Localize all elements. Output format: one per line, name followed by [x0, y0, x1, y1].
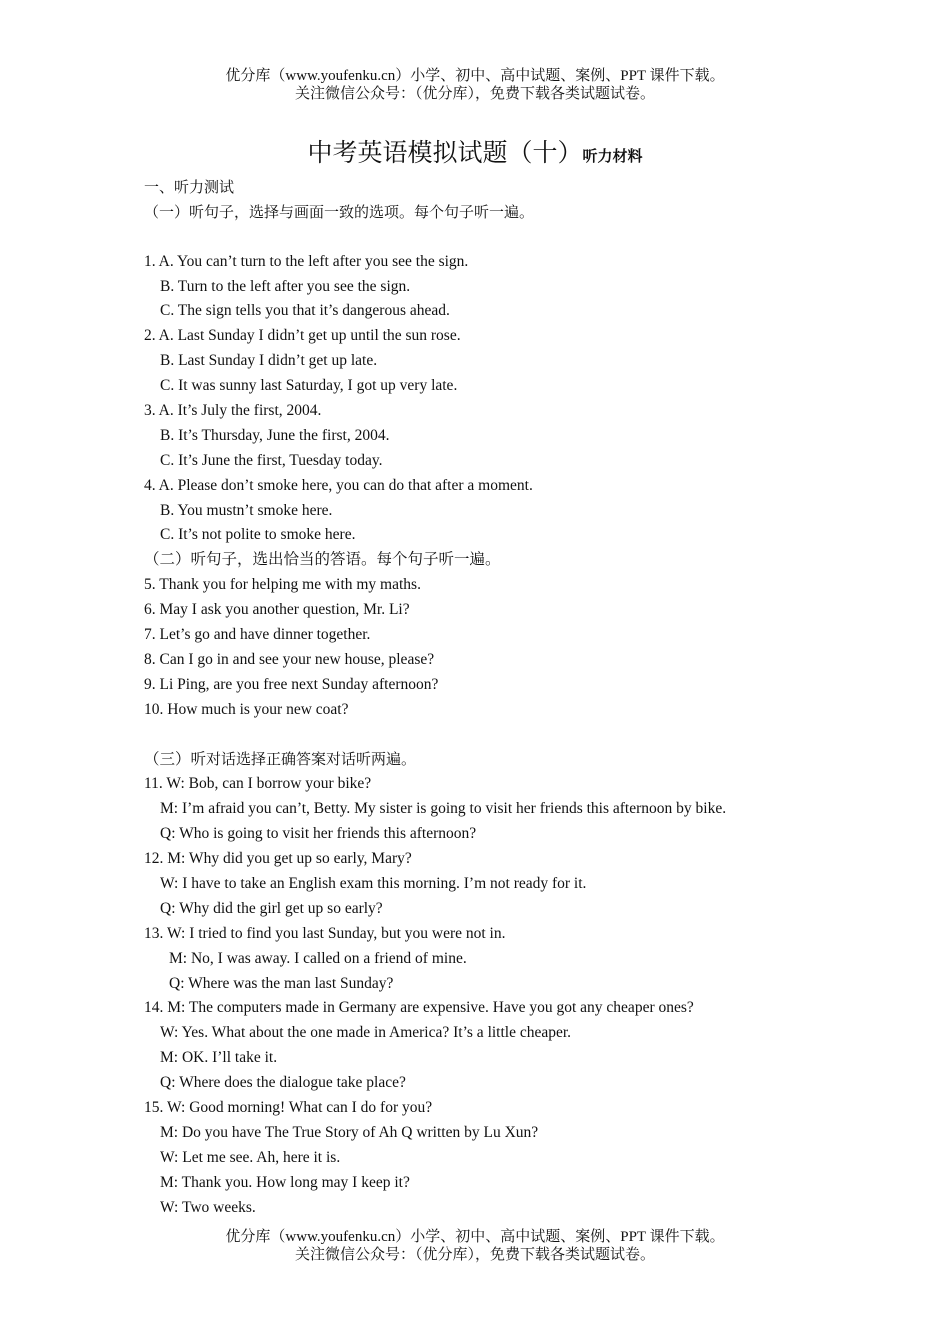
question-line: 2. A. Last Sunday I didn’t get up until the sun rose.	[144, 327, 461, 345]
page-title	[0, 133, 950, 169]
page-header	[0, 67, 950, 103]
dialogue-line: Q: Why did the girl get up so early?	[160, 899, 383, 917]
question-line: 1. A. You can’t turn to the left after you see the sign.	[144, 252, 469, 270]
question-option: C. It’s June the first, Tuesday today.	[160, 451, 383, 469]
question-option: B. It’s Thursday, June the first, 2004.	[160, 426, 390, 444]
question-option: B. Turn to the left after you see the sign.	[160, 277, 411, 295]
page-footer	[0, 1228, 950, 1264]
question-option: C. The sign tells you that it’s dangerous ahead.	[160, 302, 450, 320]
dialogue-line: W: Two weeks.	[160, 1198, 256, 1216]
dialogue-line: W: Yes. What about the one made in America? It’s a little cheaper.	[160, 1024, 572, 1042]
part3-heading-b: 对话选择正确答案对话听两遍。	[206, 750, 417, 769]
footer-line-2: 关注微信公众号：（优分库），免费下载各类试题试卷。	[294, 1247, 655, 1263]
dialogue-line: 14. M: The computers made in Germany are expensive. Have you got any cheaper ones?	[144, 999, 694, 1017]
dialogue-line: M: OK. I’ll take it.	[160, 1049, 278, 1067]
part3-heading-a: （三）听	[144, 751, 207, 769]
question-option: B. Last Sunday I didn’t get up late.	[160, 352, 378, 370]
title-main: 中考英语模拟试题（十）	[307, 138, 583, 167]
dialogue-line: M: No, I was away. I called on a friend of mine.	[169, 949, 467, 967]
dialogue-line: 12. M: Why did you get up so early, Mary?	[144, 850, 412, 868]
spacer	[144, 225, 904, 250]
title-sub: 听力材料	[582, 147, 643, 165]
document-body	[144, 175, 904, 1220]
spacer	[144, 723, 904, 748]
dialogue-line: M: Thank you. How long may I keep it?	[160, 1173, 410, 1191]
part2-heading: （二）听句子，选出恰当的答语。每个句子听一遍。	[144, 551, 501, 569]
footer-line-1: 优分库（www.youfenku.cn）小学、初中、高中试题、案例、PPT 课件下载。	[225, 1229, 725, 1245]
question-option: C. It was sunny last Saturday, I got up very late.	[160, 377, 458, 395]
part3-heading	[144, 747, 904, 772]
question-line: 7. Let’s go and have dinner together.	[144, 626, 371, 644]
part1-heading: （一）听句子，选择与画面一致的选项。每个句子听一遍。	[144, 202, 535, 221]
dialogue-line: Q: Who is going to visit her friends this afternoon?	[160, 825, 477, 843]
question-line: 9. Li Ping, are you free next Sunday afternoon?	[144, 675, 439, 693]
dialogue-line: W: I have to take an English exam this morning. I’m not ready for it.	[160, 874, 587, 892]
question-option: C. It’s not polite to smoke here.	[160, 526, 356, 544]
question-line: 8. Can I go in and see your new house, please?	[144, 650, 435, 668]
dialogue-line: Q: Where was the man last Sunday?	[169, 974, 394, 992]
dialogue-line: W: Let me see. Ah, here it is.	[160, 1148, 341, 1166]
question-option: B. You mustn’t smoke here.	[160, 501, 333, 519]
question-line: 5. Thank you for helping me with my maths.	[144, 576, 421, 594]
dialogue-line: M: I’m afraid you can’t, Betty. My sister is going to visit her friends this afternoon by bike.	[160, 800, 727, 818]
dialogue-line: 13. W: I tried to find you last Sunday, but you were not in.	[144, 924, 506, 942]
dialogue-line: M: Do you have The True Story of Ah Q written by Lu Xun?	[160, 1123, 539, 1141]
section-heading: 一、听力测试	[144, 178, 235, 196]
header-line-2: 关注微信公众号：（优分库），免费下载各类试题试卷。	[294, 86, 655, 102]
dialogue-line: 15. W: Good morning! What can I do for you?	[144, 1098, 433, 1116]
question-line: 6. May I ask you another question, Mr. Li?	[144, 601, 410, 619]
dialogue-line: Q: Where does the dialogue take place?	[160, 1074, 406, 1092]
header-line-1: 优分库（www.youfenku.cn）小学、初中、高中试题、案例、PPT 课件下载。	[225, 68, 725, 84]
question-line: 4. A. Please don’t smoke here, you can do that after a moment.	[144, 476, 533, 494]
question-line: 10. How much is your new coat?	[144, 700, 349, 718]
dialogue-line: 11. W: Bob, can I borrow your bike?	[144, 775, 372, 793]
question-line: 3. A. It’s July the first, 2004.	[144, 402, 322, 420]
